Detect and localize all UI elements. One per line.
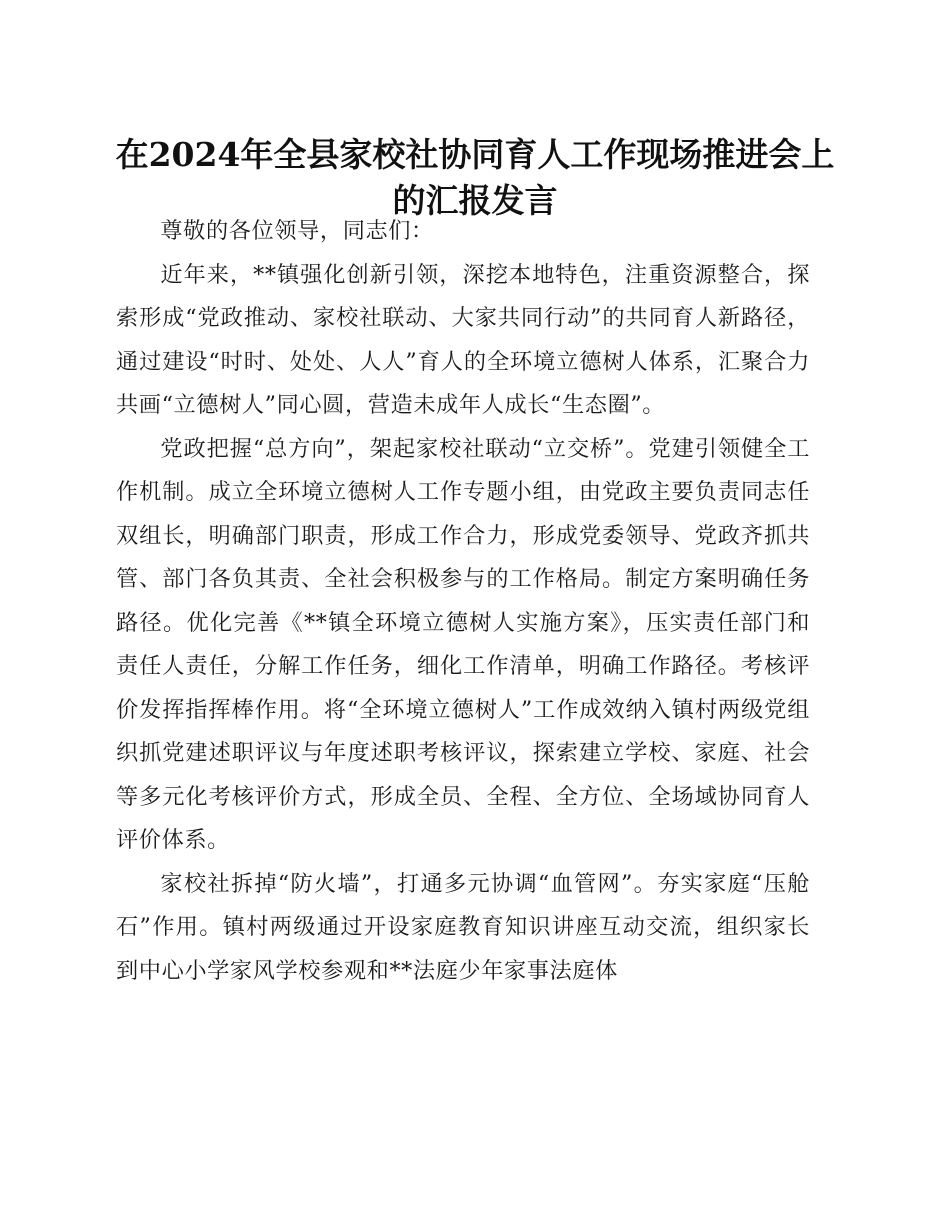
party-leadership-paragraph: 党政把握“总方向”，架起家校社联动“立交桥”。党建引领健全工作机制。成立全环境立德树人工作专题小组，由党政主要负责同志任双组长，明确部门职责，形成工作合力，形成党委领导、党政齐抓共管、部门各负其责、全社会积极参与的工作格局。制定方案明确任务路径。优化完善《**镇全环境立德树人实施方案》，压实责任部门和责任人责任，分解工作任务，细化工作清单，明确工作路径。考核评价发挥指挥棒作用。将“全环境立德树人”工作成效纳入镇村两级党组织抓党建述职评议与年度述职考核评议，探索建立学校、家庭、社会等多元化考核评价方式，形成全员、全程、全方位、全场域协同育人评价体系。 (116, 435, 810, 853)
salutation-paragraph: 尊敬的各位领导，同志们： (160, 218, 434, 244)
home-school-community-paragraph: 家校社拆掉“防火墙”，打通多元协调“血管网”。夯实家庭“压舱石”作用。镇村两级通过开设家庭教育知识讲座互动交流，组织家长到中心小学家风学校参观和**法庭少年家事法庭体 (116, 870, 810, 984)
document-body (116, 210, 810, 993)
intro-paragraph: 近年来，**镇强化创新引领，深挖本地特色，注重资源整合，探索形成“党政推动、家校社联动、大家共同行动”的共同育人新路径，通过建设“时时、处处、人人”育人的全环境立德树人体系，汇聚合力共画“立德树人”同心圆，营造未成年人成长“生态圈”。 (116, 261, 810, 418)
document-title: 在2024年全县家校社协同育人工作现场推进会上的汇报发言 (115, 135, 835, 220)
